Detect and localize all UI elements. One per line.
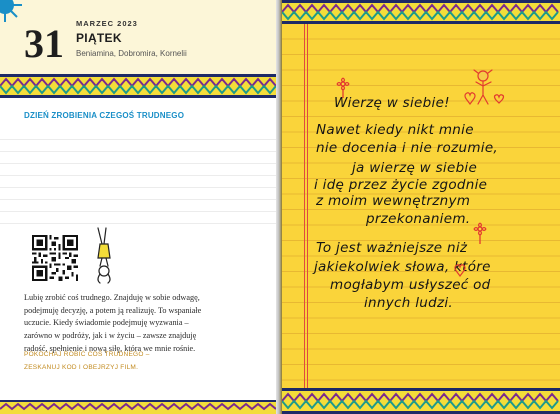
handwriting-line: jakiekolwiek słowa, które — [314, 259, 491, 275]
qr-code-icon[interactable] — [32, 235, 78, 281]
month-year: MARZEC 2023 — [76, 19, 138, 28]
ethnic-pattern-icon — [282, 388, 560, 414]
body-line: Lubię zrobić coś trudnego. Znajduję w sobie odwagę, — [24, 293, 200, 302]
heart-icon — [465, 93, 475, 104]
namedays: Beniamina, Dobromira, Kornelii — [76, 49, 187, 58]
flower-icon — [337, 78, 349, 98]
heart-icon — [495, 95, 504, 103]
body-line: podejmuję decyzję, a potem ją realizuję. To wspaniałe — [24, 305, 202, 315]
decorative-border-band — [0, 74, 276, 98]
ethnic-pattern-icon — [0, 400, 276, 414]
handwriting-line: To jest ważniejsze niż — [316, 240, 468, 256]
decorative-border-band — [0, 400, 276, 414]
heart-icon — [455, 265, 465, 276]
right-page — [282, 0, 560, 414]
video-call-to-action — [24, 349, 264, 374]
body-line: zarówno w podróży, jak i w życiu – zawsze znajduję — [24, 331, 197, 341]
handwriting-line: ja wierzę w siebie — [352, 160, 478, 176]
cta-line: POKOCHAJ ROBIĆ COŚ TRUDNEGO – — [24, 351, 150, 358]
section-title: DZIEŃ ZROBIENIA CZEGOŚ TRUDNEGO — [24, 111, 185, 120]
handwriting-line: mogłabym usłyszeć od — [330, 277, 491, 293]
handwriting-line: Wierzę w siebie! — [334, 95, 450, 111]
handwriting-line: z moim wewnętrznym — [316, 193, 471, 209]
handwriting-line: przekonaniem. — [366, 211, 471, 227]
red-doodles — [282, 0, 560, 414]
left-page — [0, 0, 276, 414]
decorative-border-band — [282, 388, 560, 414]
flower-icon — [474, 223, 486, 244]
body-line: radość, spełnienie i nową siłę, która we mnie rośnie. — [24, 343, 196, 353]
girl-figure-icon — [90, 226, 116, 284]
handwriting-line: Nawet kiedy nikt mnie — [316, 122, 474, 138]
handwriting-line: nie docenia i nie rozumie, — [316, 140, 499, 156]
girl-doodle-icon — [474, 70, 492, 104]
body-line: uczucie. Kiedy świadomie podejmuję wyzwania – — [24, 318, 189, 328]
date-header — [0, 0, 276, 74]
weekday: PIĄTEK — [76, 31, 122, 45]
ethnic-pattern-icon — [0, 74, 276, 98]
handwriting-line: innych ludzi. — [364, 295, 454, 311]
sun-icon — [0, 0, 24, 24]
cta-line: ZESKANUJ KOD I OBEJRZYJ FILM. — [24, 363, 139, 371]
ruled-writing-lines — [0, 128, 276, 234]
day-number: 31 — [24, 21, 64, 66]
handwriting-line: i idę przez życie zgodnie — [314, 177, 488, 193]
body-text — [24, 292, 262, 356]
